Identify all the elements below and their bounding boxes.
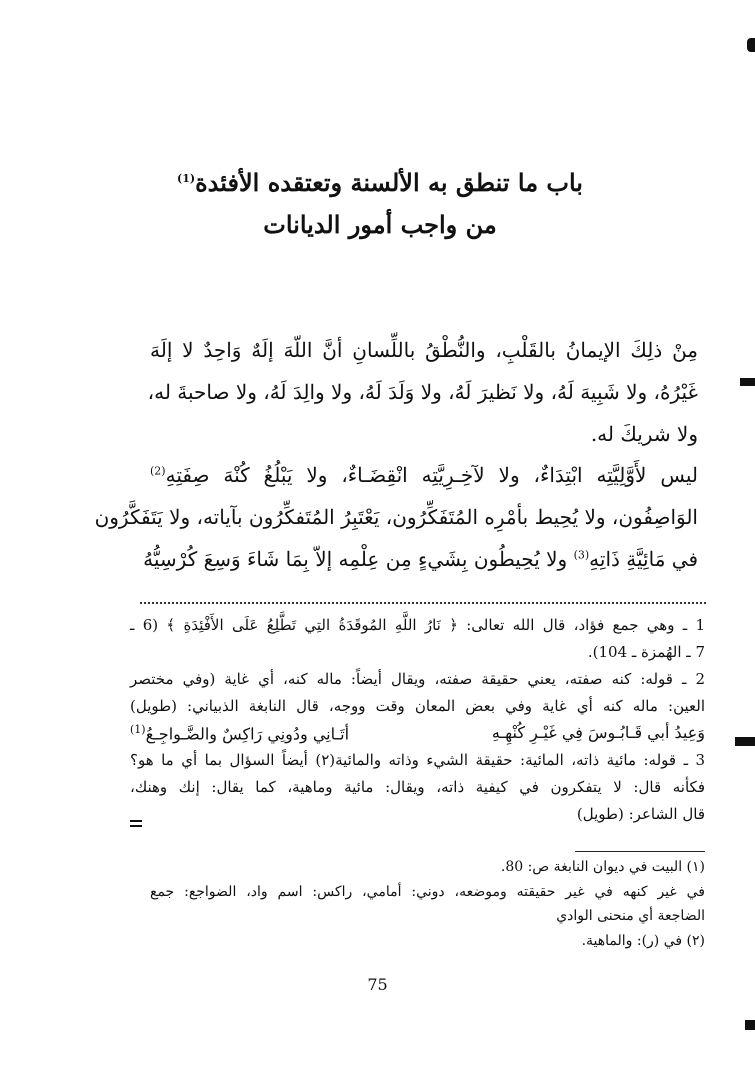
scan-mark bbox=[130, 825, 142, 827]
editor-note: (٢) في (ر): والماهية. bbox=[581, 933, 705, 949]
footnote-line: 2 ـ قوله: كنه صفته، يعني حقيقة صفته، ويقال أيضاً: ماله كنه، أي غاية (وفي مختصر bbox=[130, 670, 705, 688]
scan-mark bbox=[735, 737, 755, 746]
scan-mark bbox=[130, 820, 142, 822]
footnote-rule bbox=[575, 851, 705, 852]
body-line: غَيْرُهُ، ولا شَبِيهَ لَهُ، ولا نَظيرَ لَهُ، ولا وَلَدَ لَهُ، ولا والِدَ لَهُ، ولا صاحبةَ له، bbox=[147, 380, 698, 404]
footnote-line: 1 ـ وهي جمع فؤاد، قال الله تعالى: ﴿ نَارُ اللَّهِ المُوقَدَةُ التِي تَطَّلِعُ عَلَى الأَفْئِدَةِ ﴾ (6 ـ bbox=[130, 616, 705, 634]
verse-line bbox=[130, 723, 705, 743]
verse-footnote-ref: (1) bbox=[130, 723, 146, 736]
body-line: الوَاصِفُون، ولا يُحِيط بأمْرِه المُتَفَكِّرُون، يَعْتَبِرُ المُتَفكِّرُون بآياته، ولا يَتَفَكَّرُون bbox=[94, 505, 698, 529]
footnote-ref: (3) bbox=[573, 548, 590, 562]
chapter-title-line2: من واجب أمور الديانات bbox=[263, 210, 497, 239]
footnote-line: العين: ماله كنه أي غاية وفي بعض المعان وقت ووجه، قال النابغة الذبياني: (طويل) bbox=[130, 697, 705, 715]
editor-note: في غير كنهه في غير حقيقته وموضعه، دوني: أمامي، راكس: اسم واد، الضواجع: جمع bbox=[150, 884, 705, 900]
body-line: مِنْ ذلِكَ الإيمانُ بالقَلْبِ، والنُّطْقُ باللِّسانِ أنَّ اللّهَ إلَهٌ وَاحِدٌ لا إلَهَ bbox=[150, 338, 698, 362]
body-line: في مَائِيَّةِ ذَاتِهِ$^{(3)}$ ولا يُحِيطُون بِشَيءٍ مِن عِلْمِه إلاّ بِمَا شَاءَ وَسِعَ كُرْسِيُّهُ bbox=[143, 547, 698, 571]
editor-note: (١) البيت في ديوان النابغة ص: 80. bbox=[500, 859, 705, 875]
verse-hemistich-right: وَعِيدُ أبي قَـابُـوسَ فِي غَيْـرِ كُنْهِـهِ bbox=[491, 723, 705, 742]
verse-hemistich-left: أتَـانِي ودُونِي رَاكِسٌ والضَّـواجِـعُ$^{(1)}$ bbox=[130, 723, 350, 744]
title-footnote-ref: (1) bbox=[177, 172, 196, 185]
footnote-line: فكأنه قال: لا يتفكرون في كيفية ذاته، ويقال: مائية وماهية، كما يقال: إنك وهنك، bbox=[130, 778, 705, 796]
scan-mark bbox=[740, 378, 755, 386]
footnote-line: 7 ـ الهُمزة ـ 104). bbox=[587, 643, 705, 661]
footnote-line: قال الشاعر: (طويل) bbox=[576, 805, 705, 823]
scan-mark bbox=[745, 1020, 755, 1030]
scan-mark bbox=[747, 38, 755, 52]
editor-note: الضاجعة أي منحنى الوادي bbox=[556, 908, 705, 924]
footnote-line: 3 ـ قوله: مائية ذاته، المائية: حقيقة الشيء وذاته والمائية(٢) أيضاً السؤال بما أي ما هو؟ bbox=[130, 751, 705, 769]
dotted-separator bbox=[140, 602, 706, 604]
body-line: ليس لأَوَّلِيَّتِه ابْتِدَاءٌ، ولا لآخِـرِيَّتِه انْقِضَـاءٌ، ولا يَبْلُغُ كُنْهَ صِفَتِهِ$^{(2)}$ bbox=[150, 463, 698, 487]
page-number: 75 bbox=[367, 975, 388, 994]
body-line: ولا شريكَ له. bbox=[590, 422, 698, 446]
footnote-ref: (2) bbox=[150, 464, 166, 478]
chapter-title-line1: باب ما تنطق به الألسنة وتعتقده الأفئدة$^{(1)}$ bbox=[177, 168, 583, 197]
